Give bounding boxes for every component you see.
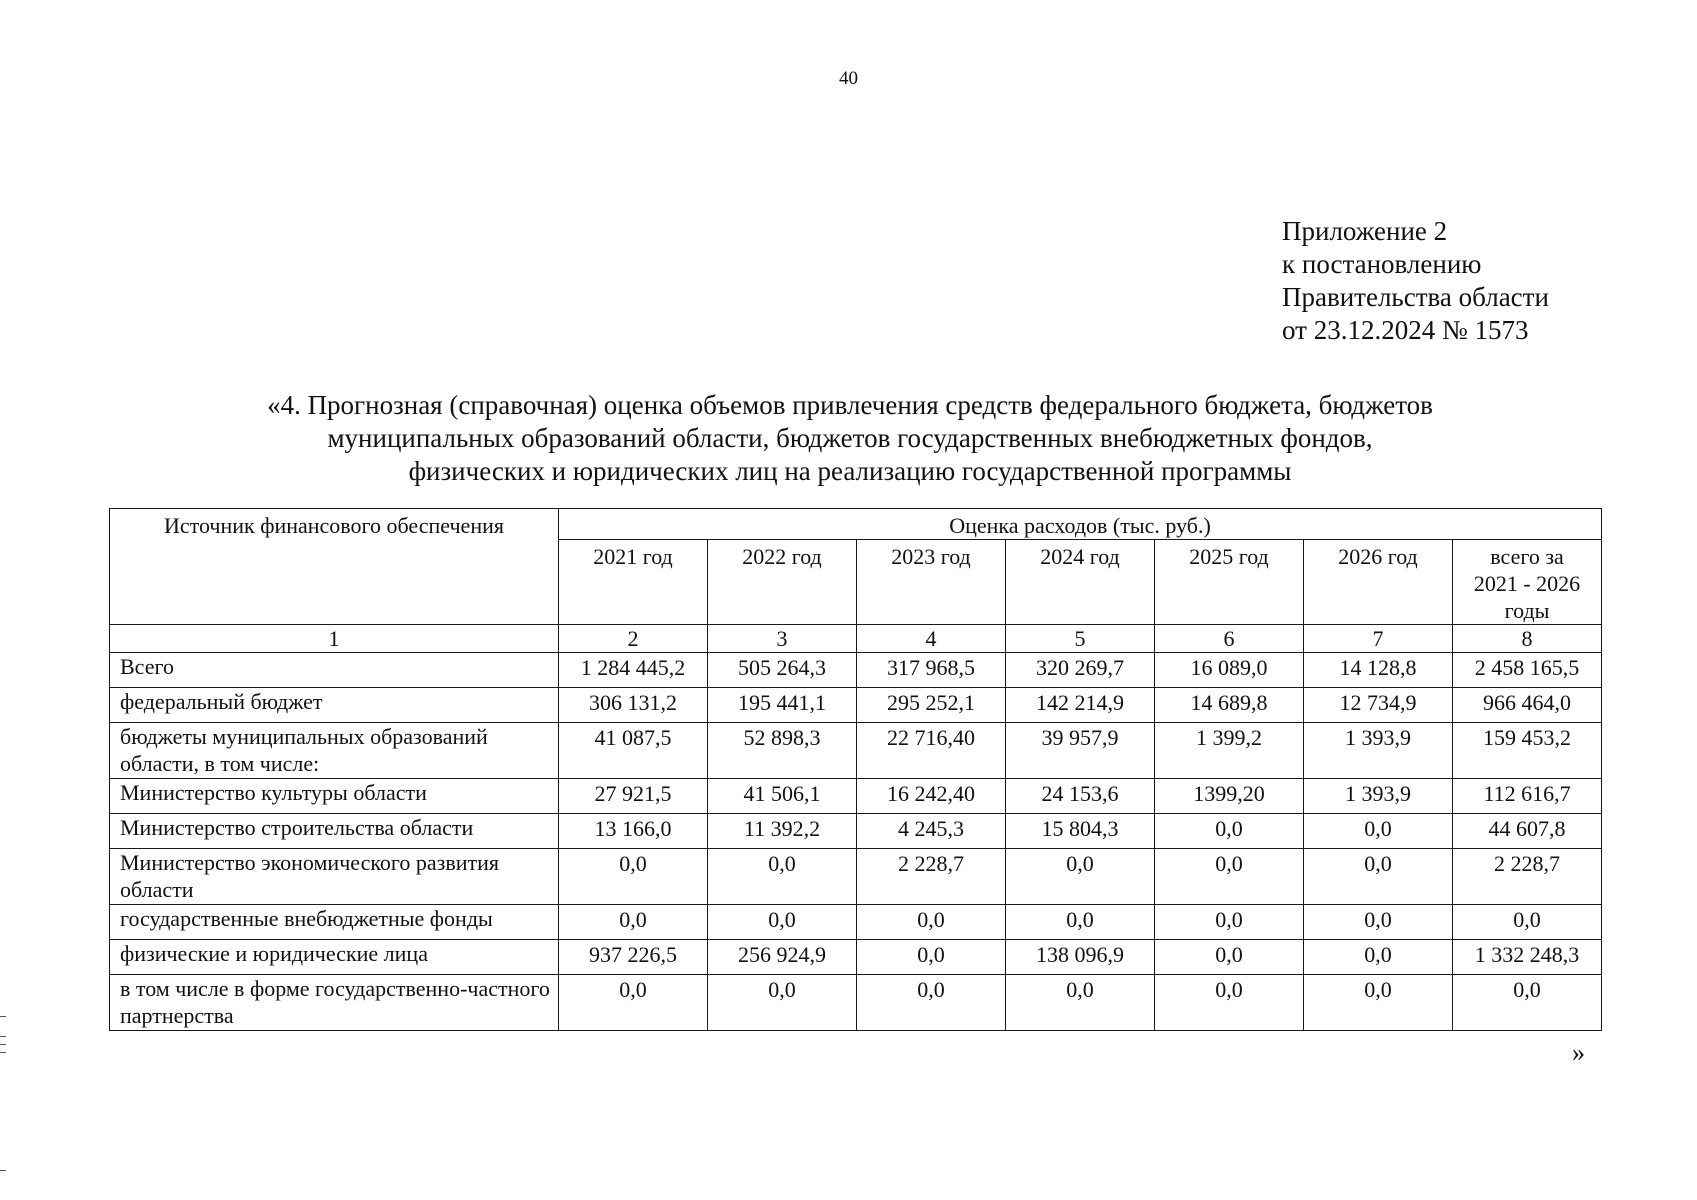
page-number: 40	[839, 68, 858, 89]
value-cell: 14 689,8	[1155, 688, 1304, 723]
value-cell: 1 393,9	[1304, 779, 1453, 814]
column-number-row	[110, 625, 1602, 653]
value-cell: 27 921,5	[559, 779, 708, 814]
value-cell: 0,0	[1453, 975, 1602, 1031]
value-cell: 295 252,1	[857, 688, 1006, 723]
value-cell: 0,0	[1155, 975, 1304, 1031]
value-cell: 1 399,2	[1155, 723, 1304, 779]
value-cell: 4 245,3	[857, 814, 1006, 849]
value-cell: 0,0	[1155, 814, 1304, 849]
margin-mark	[0, 1016, 6, 1017]
value-cell: 1399,20	[1155, 779, 1304, 814]
table-row	[110, 849, 1602, 905]
year-header: 2025 год	[1155, 540, 1304, 625]
value-cell: 138 096,9	[1006, 940, 1155, 975]
value-cell: 0,0	[1304, 975, 1453, 1031]
section-title	[160, 389, 1540, 488]
value-cell: 0,0	[708, 849, 857, 905]
year-header: 2022 год	[708, 540, 857, 625]
value-cell: 159 453,2	[1453, 723, 1602, 779]
estimate-header: Оценка расходов (тыс. руб.)	[559, 509, 1602, 540]
table-row	[110, 975, 1602, 1031]
value-cell: 0,0	[1006, 975, 1155, 1031]
row-label: физические и юридические лица	[110, 940, 559, 975]
value-cell: 16 089,0	[1155, 653, 1304, 688]
appendix-line: к постановлению	[1282, 249, 1482, 279]
value-cell: 937 226,5	[559, 940, 708, 975]
appendix-line: Правительства области	[1282, 282, 1549, 312]
value-cell: 320 269,7	[1006, 653, 1155, 688]
value-cell: 0,0	[857, 905, 1006, 940]
value-cell: 0,0	[708, 975, 857, 1031]
title-line: физических и юридических лиц на реализацию государственной программы	[408, 456, 1292, 486]
table-body	[110, 653, 1602, 1031]
value-cell: 0,0	[1155, 940, 1304, 975]
value-cell: 24 153,6	[1006, 779, 1155, 814]
value-cell: 41 087,5	[559, 723, 708, 779]
appendix-block	[1282, 215, 1549, 347]
value-cell: 2 228,7	[1453, 849, 1602, 905]
column-number: 6	[1155, 625, 1304, 653]
funding-table	[109, 508, 1602, 1031]
value-cell: 317 968,5	[857, 653, 1006, 688]
value-cell: 142 214,9	[1006, 688, 1155, 723]
value-cell: 15 804,3	[1006, 814, 1155, 849]
value-cell: 505 264,3	[708, 653, 857, 688]
column-number: 1	[110, 625, 559, 653]
value-cell: 1 284 445,2	[559, 653, 708, 688]
appendix-line: Приложение 2	[1282, 216, 1448, 246]
value-cell: 0,0	[559, 905, 708, 940]
appendix-line: от 23.12.2024 № 1573	[1282, 315, 1529, 345]
table-row	[110, 814, 1602, 849]
value-cell: 0,0	[1006, 905, 1155, 940]
value-cell: 44 607,8	[1453, 814, 1602, 849]
table-row	[110, 723, 1602, 779]
value-cell: 1 393,9	[1304, 723, 1453, 779]
value-cell: 0,0	[1453, 905, 1602, 940]
year-header: 2026 год	[1304, 540, 1453, 625]
year-header: 2023 год	[857, 540, 1006, 625]
value-cell: 0,0	[1304, 905, 1453, 940]
row-label: Министерство экономического развития области	[110, 849, 559, 905]
total-header-line: всего за	[1490, 544, 1564, 569]
column-number: 7	[1304, 625, 1453, 653]
value-cell: 0,0	[1155, 905, 1304, 940]
value-cell: 41 506,1	[708, 779, 857, 814]
row-label: Министерство культуры области	[110, 779, 559, 814]
value-cell: 1 332 248,3	[1453, 940, 1602, 975]
value-cell: 306 131,2	[559, 688, 708, 723]
value-cell: 0,0	[1304, 814, 1453, 849]
title-line: «4. Прогнозная (справочная) оценка объемов привлечения средств федерального бюджета, бюджетов	[267, 390, 1433, 420]
title-line: муниципальных образований области, бюджетов государственных внебюджетных фондов,	[327, 423, 1373, 453]
total-header-line: годы	[1504, 598, 1550, 623]
value-cell: 256 924,9	[708, 940, 857, 975]
value-cell: 2 458 165,5	[1453, 653, 1602, 688]
row-label: Министерство строительства области	[110, 814, 559, 849]
row-label: бюджеты муниципальных образований области, в том числе:	[110, 723, 559, 779]
column-number: 4	[857, 625, 1006, 653]
value-cell: 0,0	[708, 905, 857, 940]
value-cell: 14 128,8	[1304, 653, 1453, 688]
table-row	[110, 905, 1602, 940]
value-cell: 12 734,9	[1304, 688, 1453, 723]
value-cell: 13 166,0	[559, 814, 708, 849]
value-cell: 11 392,2	[708, 814, 857, 849]
column-number: 2	[559, 625, 708, 653]
value-cell: 0,0	[1006, 849, 1155, 905]
closing-quote: »	[1572, 1038, 1585, 1067]
column-number: 5	[1006, 625, 1155, 653]
value-cell: 2 228,7	[857, 849, 1006, 905]
margin-mark	[0, 1036, 6, 1037]
value-cell: 0,0	[857, 975, 1006, 1031]
value-cell: 39 957,9	[1006, 723, 1155, 779]
total-header-line: 2021 - 2026	[1473, 571, 1581, 596]
margin-mark	[0, 1044, 6, 1045]
year-header: 2024 год	[1006, 540, 1155, 625]
table-row	[110, 688, 1602, 723]
value-cell: 22 716,40	[857, 723, 1006, 779]
margin-mark	[0, 1052, 6, 1053]
row-label: федеральный бюджет	[110, 688, 559, 723]
column-number: 8	[1453, 625, 1602, 653]
value-cell: 0,0	[1304, 849, 1453, 905]
total-header	[1453, 540, 1602, 625]
value-cell: 966 464,0	[1453, 688, 1602, 723]
value-cell: 195 441,1	[708, 688, 857, 723]
row-label: в том числе в форме государственно-частного партнерства	[110, 975, 559, 1031]
table-row	[110, 940, 1602, 975]
table-row	[110, 653, 1602, 688]
value-cell: 16 242,40	[857, 779, 1006, 814]
value-cell: 0,0	[857, 940, 1006, 975]
value-cell: 0,0	[1155, 849, 1304, 905]
value-cell: 112 616,7	[1453, 779, 1602, 814]
year-header: 2021 год	[559, 540, 708, 625]
value-cell: 0,0	[1304, 940, 1453, 975]
value-cell: 0,0	[559, 849, 708, 905]
value-cell: 0,0	[559, 975, 708, 1031]
row-label: государственные внебюджетные фонды	[110, 905, 559, 940]
table-row	[110, 779, 1602, 814]
value-cell: 52 898,3	[708, 723, 857, 779]
column-number: 3	[708, 625, 857, 653]
row-label: Всего	[110, 653, 559, 688]
margin-mark	[0, 1170, 6, 1171]
source-header: Источник финансового обеспечения	[110, 509, 559, 625]
